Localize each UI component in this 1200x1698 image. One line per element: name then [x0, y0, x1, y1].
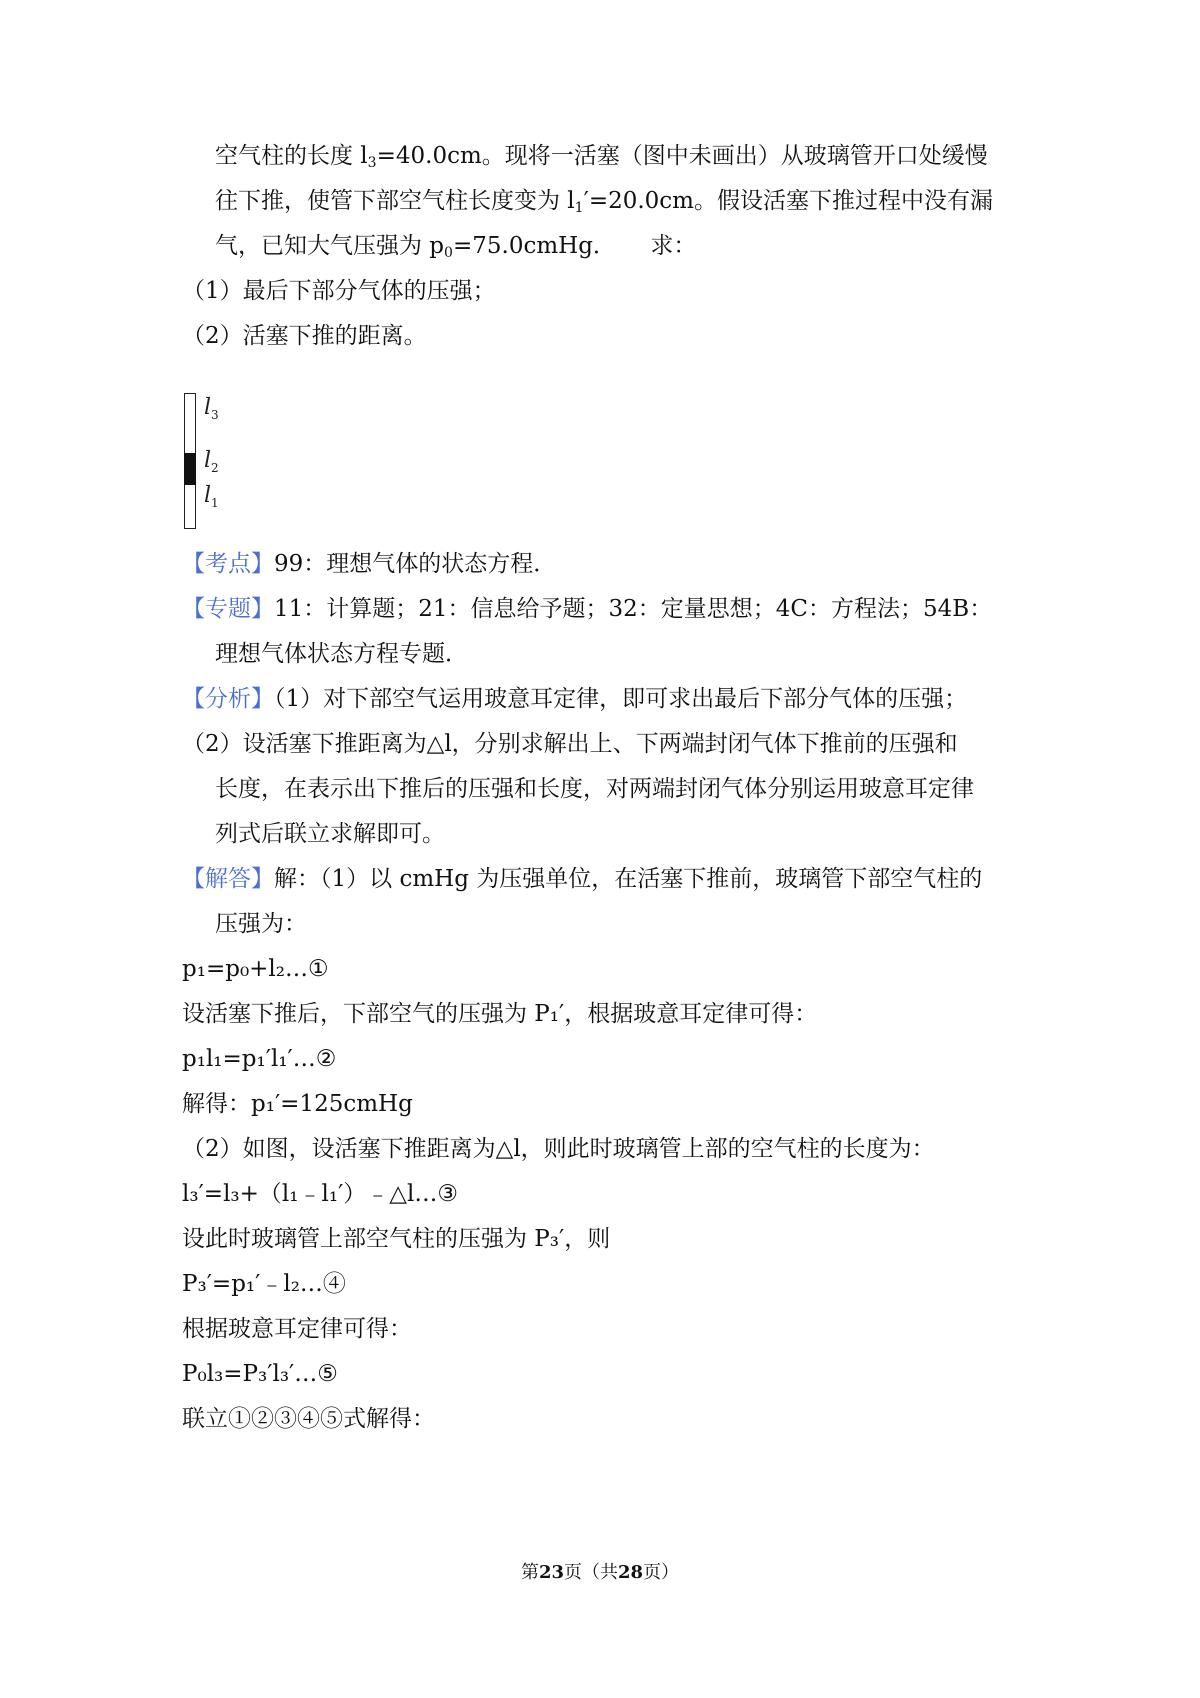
fenxi-line-1: 【分析】（1）对下部空气运用玻意耳定律，即可求出最后下部分气体的压强；: [182, 686, 968, 712]
fenxi-line-2: （2）设活塞下推距离为△l，分别求解出上、下两端封闭气体下推前的压强和: [182, 731, 958, 757]
problem-line-3: 气，已知大气压强为 $p_0=75.0cmHg$． 求：: [215, 233, 697, 261]
jieda-line-1: 【解答】解：（1）以 cmHg 为压强单位，在活塞下推前，玻璃管下部空气柱的: [182, 866, 983, 892]
equation-3: 解得：p₁′=125cmHg: [182, 1091, 413, 1117]
fenxi-tag: 【分析】: [182, 686, 274, 712]
label-l3: $l_3$: [204, 395, 219, 422]
kaodian-tag: 【考点】: [182, 551, 274, 577]
zhuanti-line-2: 理想气体状态方程专题．: [215, 641, 468, 667]
label-l1: $l_1$: [204, 483, 219, 510]
problem-line-2: 往下推，使管下部空气柱长度变为 $l_1'=20.0cm$。假设活塞下推过程中没有漏: [215, 188, 993, 216]
label-l2: $l_2$: [204, 448, 219, 475]
jieda-line-2: 压强为：: [215, 911, 307, 937]
zhuanti-tag: 【专题】: [182, 596, 274, 622]
jieda-statement-1: 设活塞下推后，下部空气的压强为 P₁′，根据玻意耳定律可得：: [182, 1001, 818, 1027]
question-1: （1）最后下部分气体的压强；: [182, 278, 496, 304]
glass-tube-figure: [182, 393, 242, 533]
jieda-statement-5: 联立①②③④⑤式解得：: [182, 1406, 435, 1432]
problem-line-1: 空气柱的长度 $l_3=40.0cm$。现将一活塞（图中未画出）从玻璃管开口处缓慢: [215, 143, 988, 171]
question-2: （2）活塞下推的距离。: [182, 323, 427, 349]
equation-4: l₃′=l₃+（l₁﹣l₁′）﹣△l…③: [182, 1181, 458, 1207]
page-footer: 第23页（共28页）: [520, 1562, 680, 1583]
fenxi-line-4: 列式后联立求解即可。: [215, 821, 445, 847]
equation-2: p₁l₁=p₁′l₁′…②: [182, 1046, 337, 1072]
equation-5: P₃′=p₁′﹣l₂…④: [182, 1271, 346, 1297]
jieda-statement-3: 设此时玻璃管上部空气柱的压强为 P₃′，则: [182, 1226, 611, 1252]
fenxi-line-3: 长度，在表示出下推后的压强和长度，对两端封闭气体分别运用玻意耳定律: [215, 776, 974, 802]
jieda-statement-4: 根据玻意耳定律可得：: [182, 1316, 412, 1342]
mercury-column: [184, 453, 196, 485]
equation-1: p₁=p₀+l₂…①: [182, 956, 329, 982]
kaodian-line: 【考点】99：理想气体的状态方程．: [182, 551, 557, 577]
equation-6: P₀l₃=P₃′l₃′…⑤: [182, 1361, 338, 1387]
jieda-tag: 【解答】: [182, 866, 274, 892]
zhuanti-line-1: 【专题】11：计算题；21：信息给予题；32：定量思想；4C：方程法；54B：: [182, 596, 993, 622]
jieda-statement-2: （2）如图，设活塞下推距离为△l，则此时玻璃管上部的空气柱的长度为：: [182, 1136, 935, 1162]
